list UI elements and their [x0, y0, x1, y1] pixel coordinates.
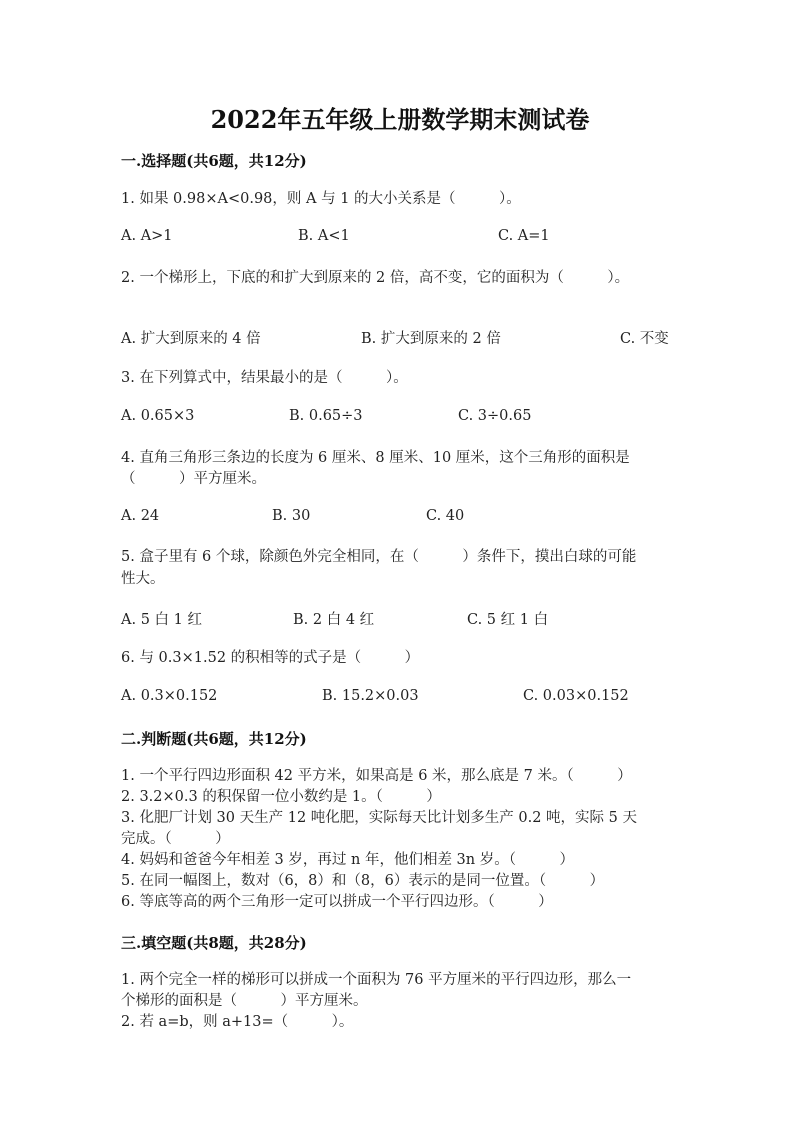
question-5-line-1: 5. 盒子里有 6 个球，除颜色外完全相同，在（ ）条件下，摸出白球的可能 [121, 549, 637, 565]
question-4-line-1: 4. 直角三角形三条边的长度为 6 厘米、8 厘米、10 厘米，这个三角形的面积是 [121, 450, 630, 466]
judgement-item-3-line-1: 3. 化肥厂计划 30 天生产 12 吨化肥，实际每天比计划多生产 0.2 吨，实际 5 天 [121, 810, 638, 826]
section-heading-fill-blank: 三.填空题(共8题，共28分) [121, 934, 307, 952]
judgement-item-4: 4. 妈妈和爸爸今年相差 3 岁，再过 n 年，他们相差 3n 岁。（ ） [121, 852, 574, 868]
question-4-option-c: C. 40 [426, 508, 465, 524]
page-title: 2022年五年级上册数学期末测试卷 [210, 105, 590, 134]
question-2-option-c: C. 不变 [620, 331, 669, 347]
question-6-option-c: C. 0.03×0.152 [523, 688, 629, 704]
question-2-option-a: A. 扩大到原来的 4 倍 [121, 331, 261, 347]
question-3: 3. 在下列算式中，结果最小的是（ ）。 [121, 370, 408, 386]
question-1-option-b: B. A<1 [298, 228, 350, 244]
judgement-item-2: 2. 3.2×0.3 的积保留一位小数约是 1。（ ） [121, 789, 441, 805]
question-6-option-a: A. 0.3×0.152 [121, 688, 218, 704]
question-5-option-b: B. 2 白 4 红 [293, 612, 375, 628]
section-heading-judgement: 二.判断题(共6题，共12分) [121, 730, 307, 748]
question-1-option-c: C. A=1 [498, 228, 550, 244]
judgement-item-5: 5. 在同一幅图上，数对（6，8）和（8，6）表示的是同一位置。（ ） [121, 873, 605, 889]
question-4-line-2: （ ）平方厘米。 [121, 471, 266, 487]
question-5-line-2: 性大。 [121, 571, 165, 587]
judgement-item-1: 1. 一个平行四边形面积 42 平方米，如果高是 6 米，那么底是 7 米。（ ） [121, 768, 632, 784]
question-6: 6. 与 0.3×1.52 的积相等的式子是（ ） [121, 650, 420, 666]
question-5-option-c: C. 5 红 1 白 [467, 612, 549, 628]
fill-item-1-line-2: 个梯形的面积是（ ）平方厘米。 [121, 993, 368, 1009]
section-heading-choice: 一.选择题(共6题，共12分) [121, 152, 307, 170]
question-3-option-c: C. 3÷0.65 [458, 408, 532, 424]
judgement-item-3-line-2: 完成。（ ） [121, 831, 230, 847]
fill-item-1-line-1: 1. 两个完全一样的梯形可以拼成一个面积为 76 平方厘米的平行四边形，那么一 [121, 972, 632, 988]
question-1: 1. 如果 0.98×A<0.98，则 A 与 1 的大小关系是（ ）。 [121, 191, 521, 207]
judgement-item-6: 6. 等底等高的两个三角形一定可以拼成一个平行四边形。（ ） [121, 894, 553, 910]
question-2: 2. 一个梯形上，下底的和扩大到原来的 2 倍，高不变，它的面积为（ ）。 [121, 270, 630, 286]
question-6-option-b: B. 15.2×0.03 [322, 688, 419, 704]
question-2-option-b: B. 扩大到原来的 2 倍 [361, 331, 501, 347]
question-5-option-a: A. 5 白 1 红 [121, 612, 202, 628]
question-1-option-a: A. A>1 [121, 228, 173, 244]
fill-item-2: 2. 若 a=b，则 a+13=（ ）。 [121, 1014, 354, 1030]
question-4-option-a: A. 24 [121, 508, 160, 524]
question-3-option-a: A. 0.65×3 [121, 408, 195, 424]
question-3-option-b: B. 0.65÷3 [289, 408, 363, 424]
question-4-option-b: B. 30 [272, 508, 311, 524]
